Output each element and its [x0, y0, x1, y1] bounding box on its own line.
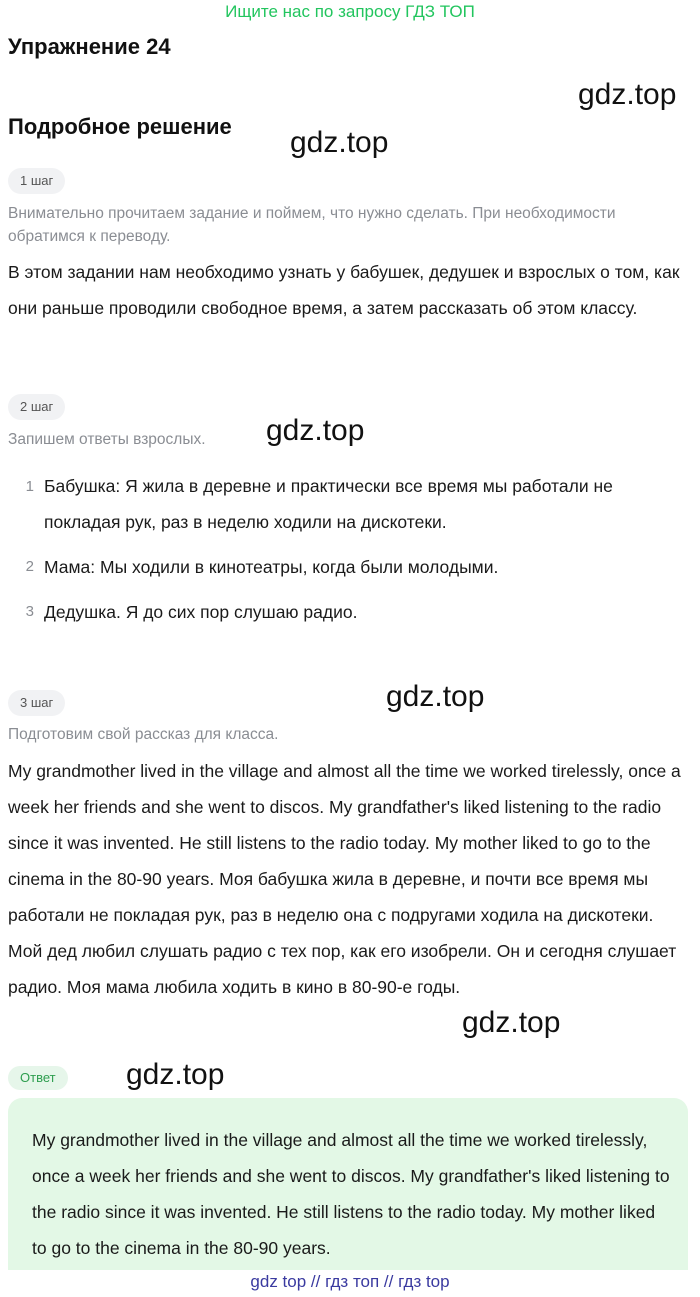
top-banner: Ищите нас по запросу ГДЗ ТОП — [225, 2, 475, 21]
list-item: Мама: Мы ходили в кинотеатры, когда были молодыми. — [44, 557, 499, 577]
step-1-hint: Внимательно прочитаем задание и поймем, что нужно сделать. При необходимости обратимся к переводу. — [8, 205, 616, 245]
step-3-text: My grandmother lived in the village and almost all the time we worked tirelessly, once a week her friends and she went to discos. My grandfather's liked listening to the radio since it was invented. He still listens to the radio today. My mother liked to go to the cinema in the 80-90 years. Моя бабушка жила в деревне, и почти все время мы работали не покладая рук, раз в неделю она с подругами ходила на дискотеки. Мой дед любил слушать радио с тех пор, как его изобрели. Он и сегодня слушает радио. Моя мама любила ходить в кино в 80-90-е годы. — [8, 761, 681, 997]
step-1-text: В этом задании нам необходимо узнать у бабушек, дедушек и взрослых о том, как они раньше проводили свободное время, а затем рассказать об этом классу. — [8, 262, 680, 318]
step-badge-3: 3 шаг — [8, 690, 65, 716]
watermark: gdz.top — [386, 680, 485, 713]
list-number: 3 — [25, 603, 34, 620]
answer-badge: Ответ — [8, 1066, 68, 1090]
watermark: gdz.top — [266, 414, 365, 447]
step-3-hint: Подготовим свой рассказ для класса. — [8, 726, 279, 743]
watermark: gdz.top — [126, 1058, 225, 1091]
list-item: Бабушка: Я жила в деревне и практически все время мы работали не покладая рук, раз в неделю ходили на дискотеки. — [44, 476, 613, 532]
footer-links[interactable]: gdz top // гдз топ // гдз top — [0, 1270, 700, 1297]
list-number: 2 — [25, 558, 34, 575]
exercise-title: Упражнение 24 — [8, 34, 171, 59]
step-badge-2: 2 шаг — [8, 394, 65, 420]
watermark: gdz.top — [578, 78, 677, 111]
section-title: Подробное решение — [8, 114, 232, 139]
watermark: gdz.top — [462, 1006, 561, 1039]
list-number: 1 — [25, 478, 34, 495]
watermark: gdz.top — [290, 126, 389, 159]
answer-text: My grandmother lived in the village and almost all the time we worked tirelessly, once a week her friends and she went to discos. My grandfather's liked listening to the radio since it was invented. He still listens to the radio today. My mother liked to go to the cinema in the 80-90 years. — [32, 1130, 670, 1258]
step-badge-1: 1 шаг — [8, 168, 65, 194]
step-2-hint: Запишем ответы взрослых. — [8, 431, 206, 448]
list-item: Дедушка. Я до сих пор слушаю радио. — [44, 602, 358, 622]
